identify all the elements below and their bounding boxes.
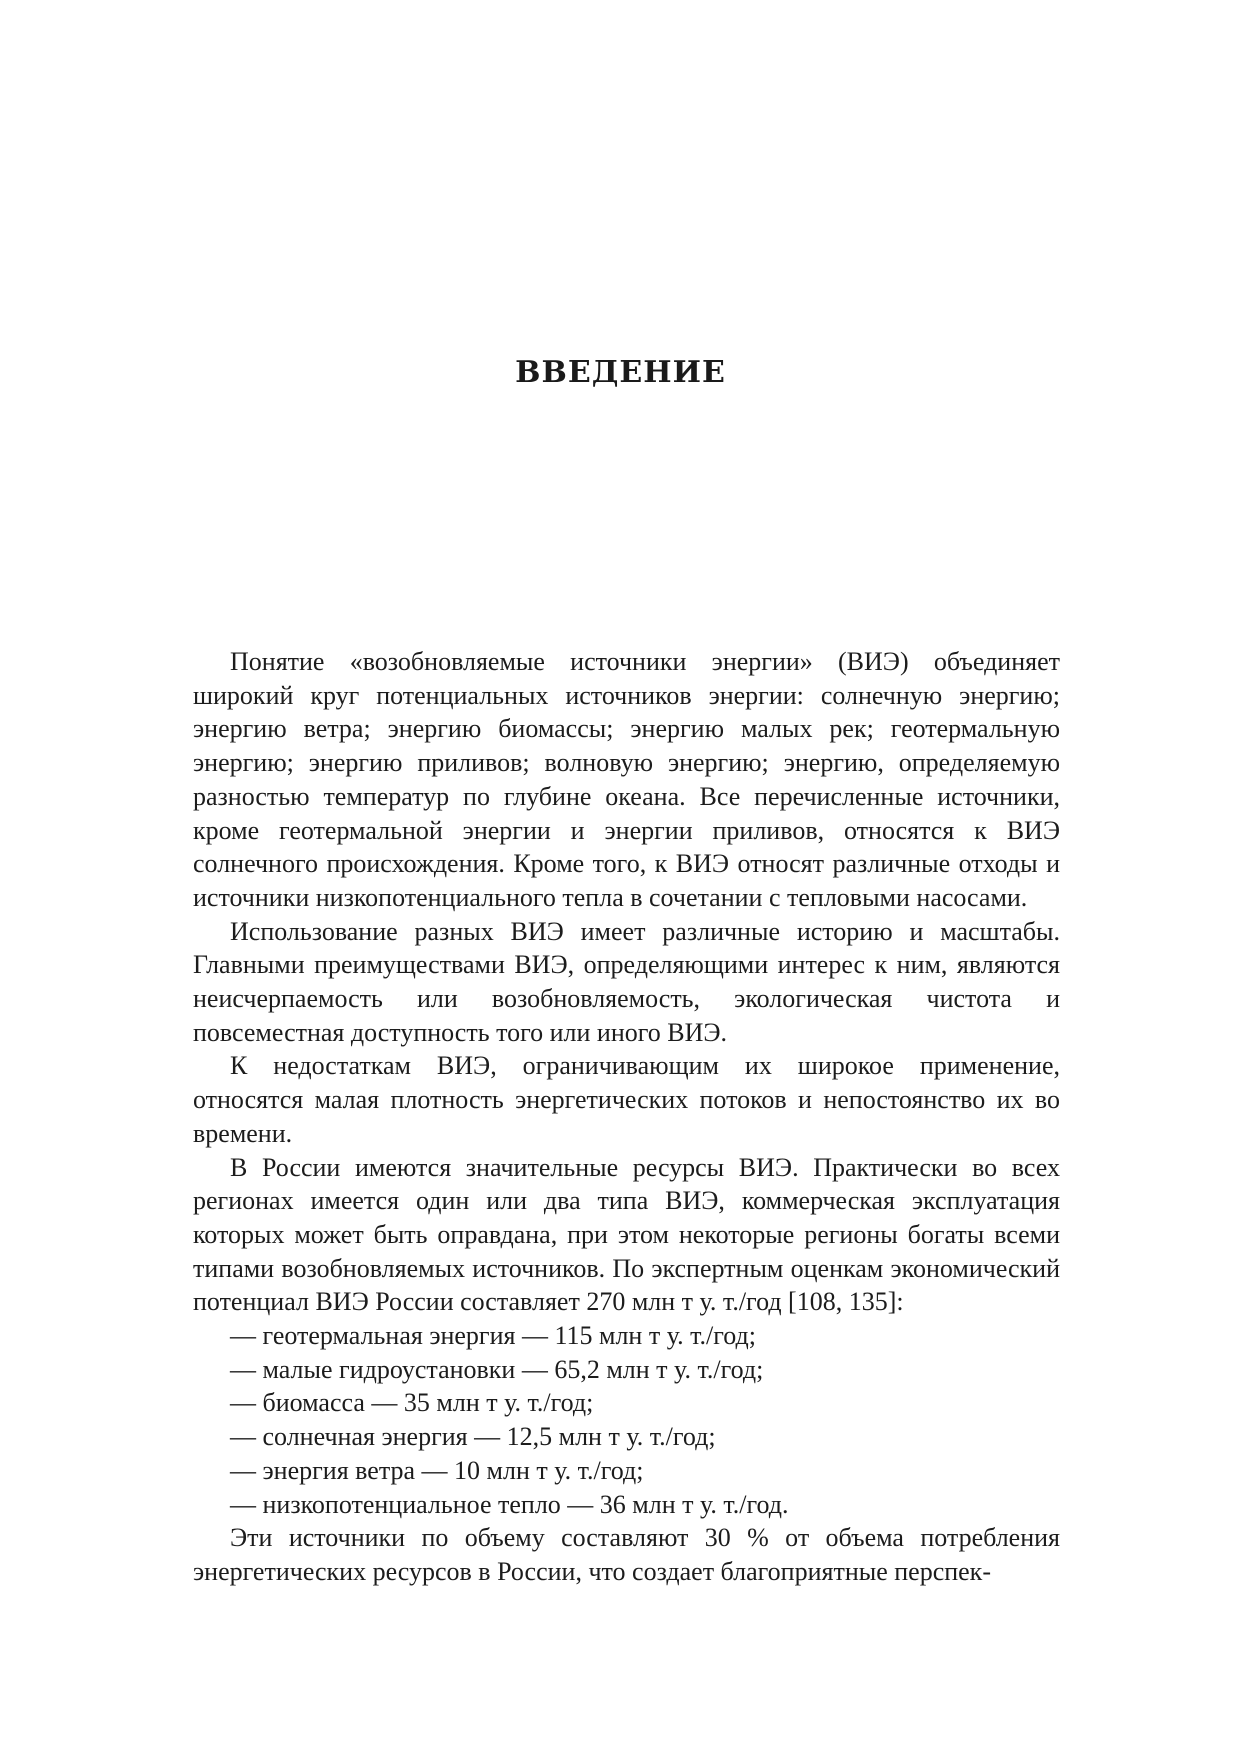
list-item: — низкопотенциальное тепло — 36 млн т у. т./год.	[230, 1489, 789, 1519]
body-text	[193, 645, 1060, 1589]
list-item: — малые гидроустановки — 65,2 млн т у. т./год;	[230, 1354, 764, 1384]
list-item: — энергия ветра — 10 млн т у. т./год;	[230, 1455, 644, 1485]
list-item: — геотермальная энергия — 115 млн т у. т./год;	[230, 1321, 756, 1351]
paragraph-res-definition: Понятие «возобновляемые источники энергии» (ВИЭ) объединяет широкий круг потенциальных источников энергии: солнечную энергию; энергию ветра; энергию биомассы; энергию малых рек; геотермальную энергию; энергию приливов; волновую энергию; энергию, определяемую разностью температур по глубине океана. Все перечисленные источники, кроме геотермальной энергии и энергии приливов, относятся к ВИЭ солнечного происхождения. Кроме того, к ВИЭ относят различные отходы и источники низкопотенциального тепла в сочетании с тепловыми насосами.	[193, 647, 1060, 912]
chapter-title: ВВЕДЕНИЕ	[515, 355, 726, 390]
paragraph-res-advantages: Использование разных ВИЭ имеет различные историю и масштабы. Главными преимуществами ВИЭ, определяющими интерес к ним, являются неисчерпаемость или возобновляемость, экологическая чистота и повсеместная доступность того или иного ВИЭ.	[193, 916, 1060, 1047]
paragraph-res-disadvantages: К недостаткам ВИЭ, ограничивающим их широкое применение, относятся малая плотность энергетических потоков и непостоянство их во времени.	[193, 1051, 1060, 1148]
paragraph-russia-resources: В России имеются значительные ресурсы ВИЭ. Практически во всех регионах имеется один или два типа ВИЭ, коммерческая эксплуатация которых может быть оправдана, при этом некоторые регионы богаты всеми типами возобновляемых источников. По экспертным оценкам экономический потенциал ВИЭ России составляет 270 млн т у. т./год [108, 135]:	[193, 1152, 1060, 1317]
list-item: — биомасса — 35 млн т у. т./год;	[230, 1388, 594, 1418]
potential-list	[193, 1319, 1060, 1521]
list-item: — солнечная энергия — 12,5 млн т у. т./год;	[230, 1422, 716, 1452]
paragraph-share-of-consumption: Эти источники по объему составляют 30 % от объема потребления энергетических ресурсов в России, что создает благоприятные перспек-	[193, 1523, 1060, 1586]
